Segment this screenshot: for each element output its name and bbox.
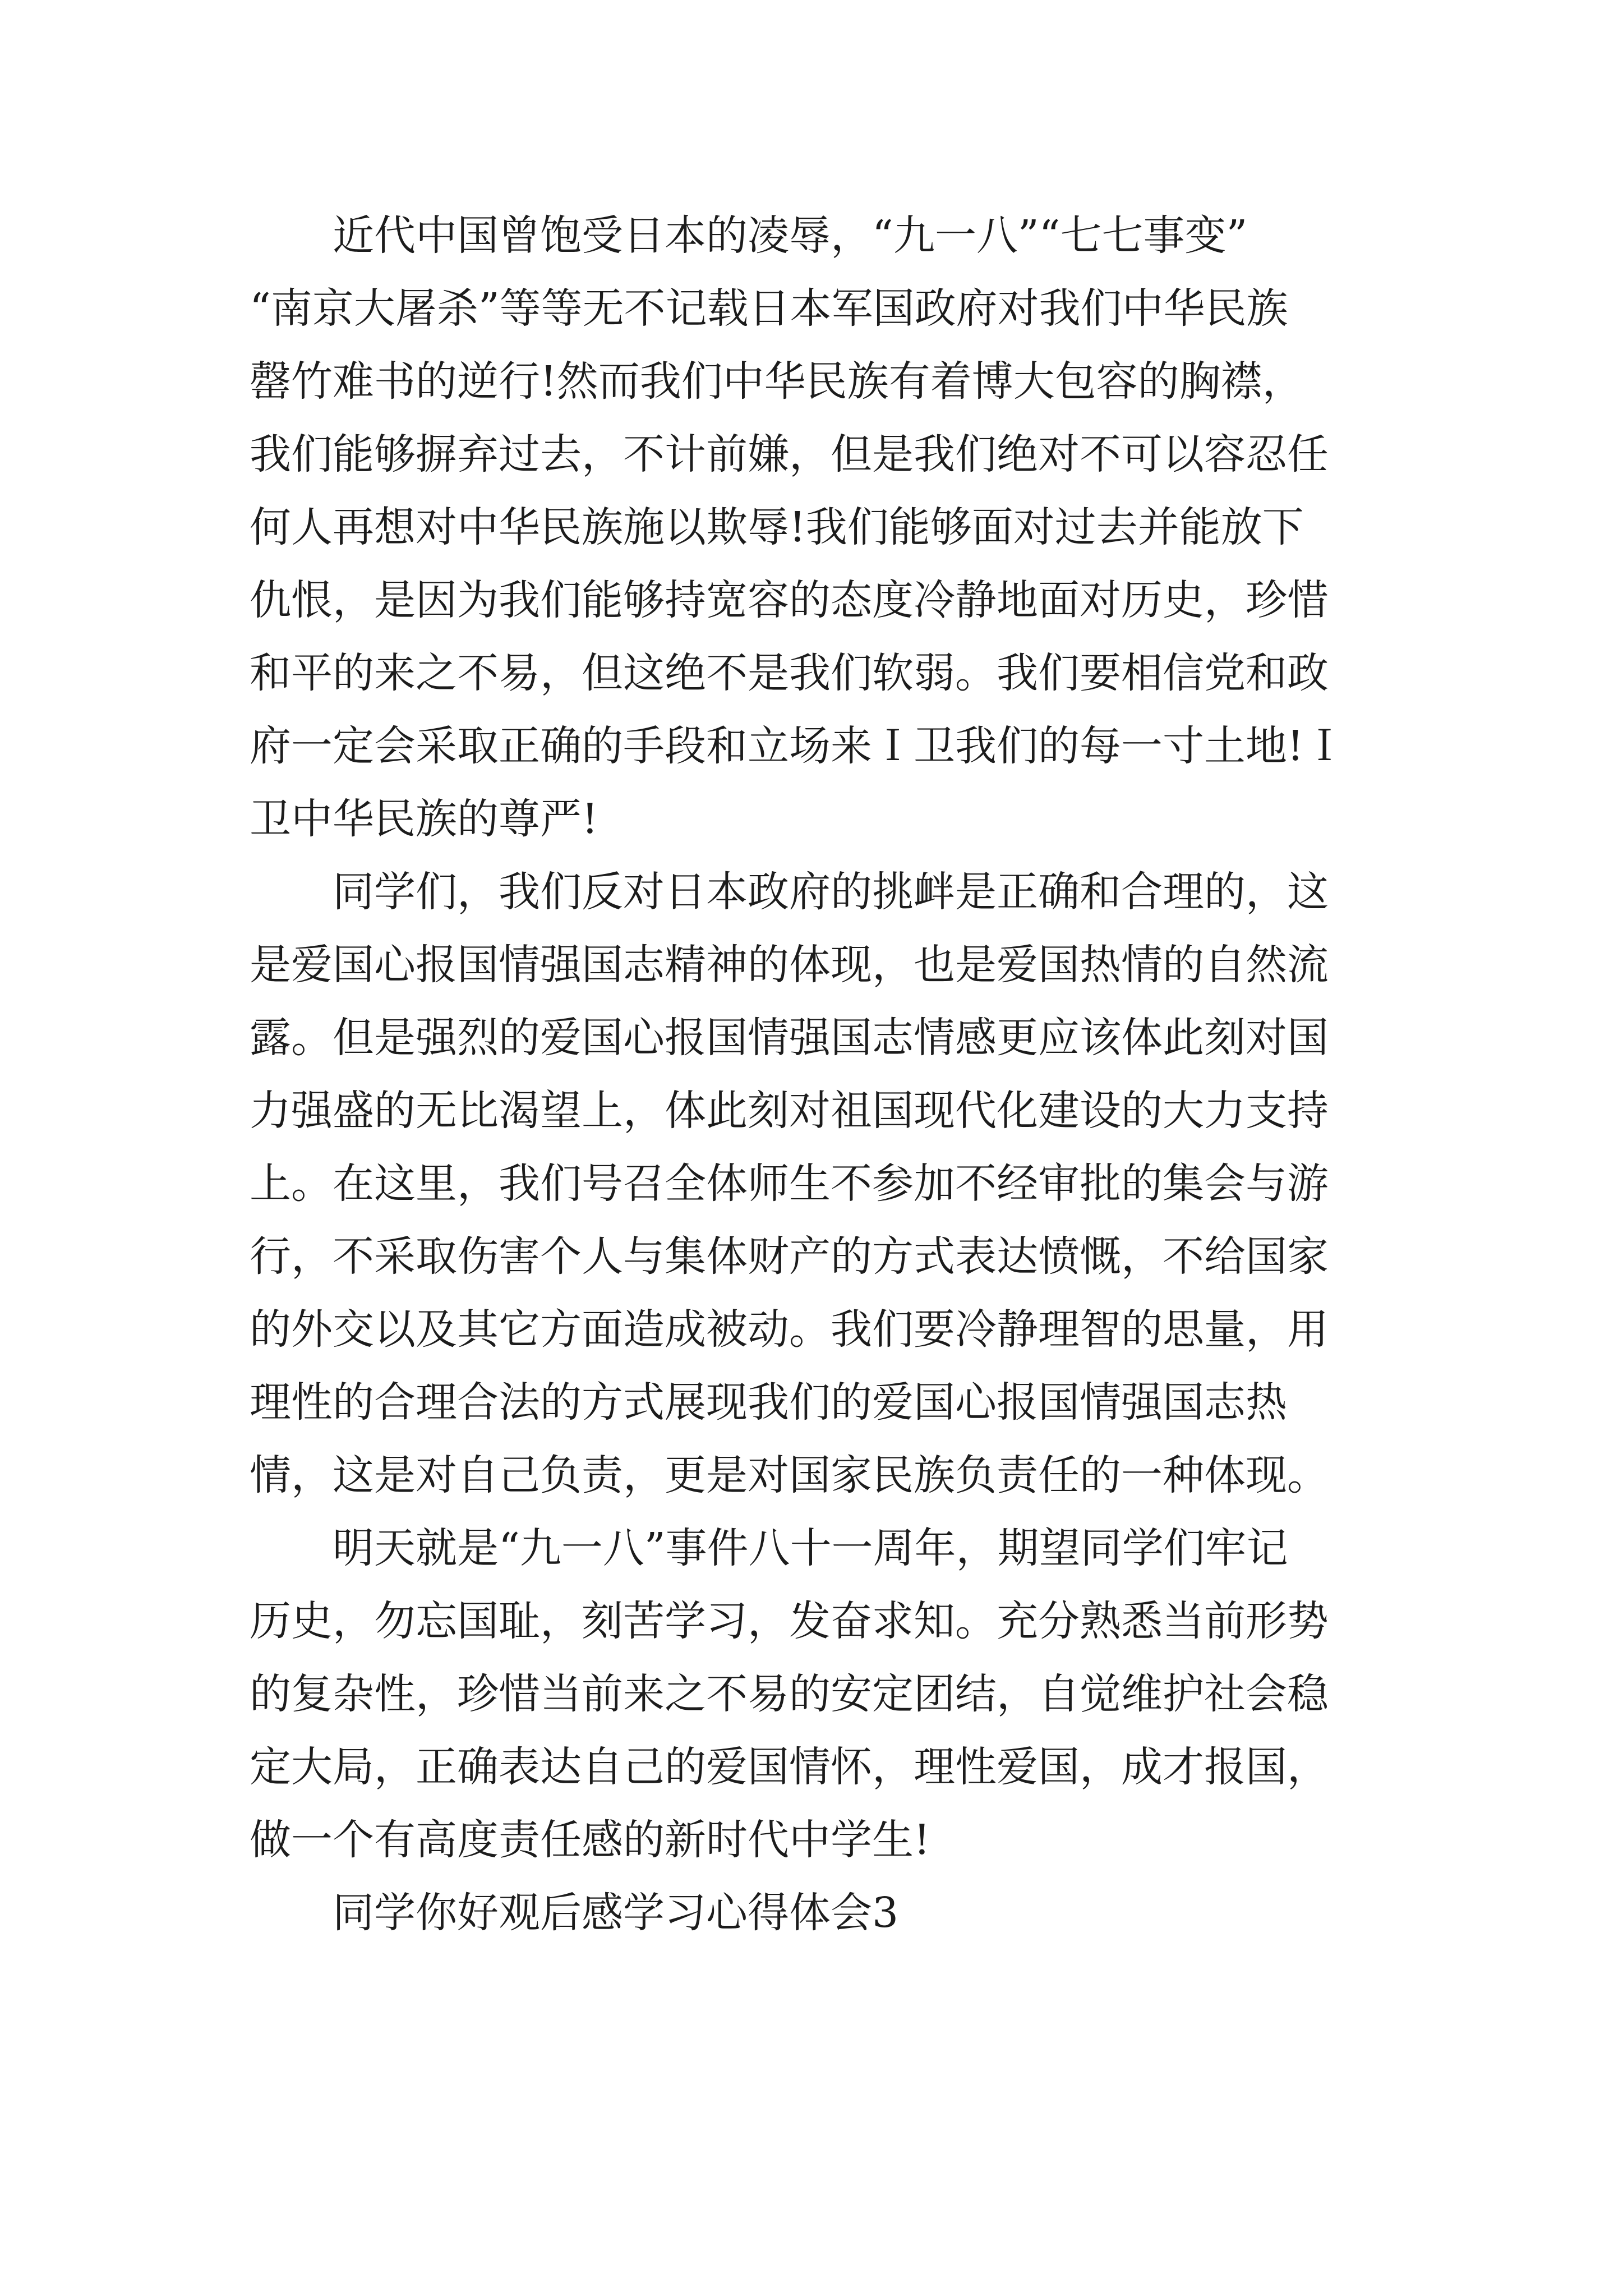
- text-line: 的外交以及其它方面造成被动。我们要冷静理智的思量，用: [250, 1305, 1329, 1354]
- text-line: 是爱国心报国情强国志精神的体现，也是爱国热情的自然流: [250, 941, 1329, 989]
- text-line: “南京大屠杀”等等无不记载日本军国政府对我们中华民族: [250, 284, 1288, 333]
- text-line: 何人再想对中华民族施以欺辱!我们能够面对过去并能放下: [250, 503, 1304, 551]
- text-line: 历史，勿忘国耻，刻苦学习，发奋求知。充分熟悉当前形势: [250, 1597, 1329, 1645]
- text-line: 露。但是强烈的爱国心报国情强国志情感更应该体此刻对国: [250, 1014, 1329, 1062]
- text-line: 明天就是“九一八”事件八十一周年，期望同学们牢记: [333, 1524, 1288, 1572]
- text-line: 情，这是对自己负责，更是对国家民族负责任的一种体现。: [250, 1451, 1329, 1499]
- text-line: 定大局，正确表达自己的爱国情怀，理性爱国，成才报国，: [250, 1743, 1329, 1791]
- text-line: 上。在这里，我们号召全体师生不参加不经审批的集会与游: [250, 1159, 1329, 1208]
- text-line: 理性的合理合法的方式展现我们的爱国心报国情强国志热: [250, 1378, 1287, 1427]
- text-line: 行，不采取伤害个人与集体财产的方式表达愤慨，不给国家: [250, 1232, 1329, 1281]
- text-line: 仇恨，是因为我们能够持宽容的态度冷静地面对历史，珍惜: [250, 576, 1329, 624]
- text-line: 的复杂性，珍惜当前来之不易的安定团结，自觉维护社会稳: [250, 1670, 1329, 1718]
- text-line: 我们能够摒弃过去，不计前嫌，但是我们绝对不可以容忍任: [250, 430, 1329, 478]
- text-line: 同学们，我们反对日本政府的挑衅是正确和合理的，这: [333, 868, 1329, 916]
- text-line: 罄竹难书的逆行!然而我们中华民族有着博大包容的胸襟，: [250, 357, 1304, 406]
- text-line: 和平的来之不易，但这绝不是我们软弱。我们要相信党和政: [250, 649, 1329, 697]
- document-body: [250, 199, 1377, 1949]
- text-line: 卫中华民族的尊严!: [250, 795, 598, 843]
- text-line: 力强盛的无比渴望上，体此刻对祖国现代化建设的大力支持: [250, 1087, 1329, 1135]
- text-line: 同学你好观后感学习心得体会3: [333, 1889, 899, 1937]
- text-line: 近代中国曾饱受日本的凌辱，“九一八”“七七事变”: [333, 211, 1248, 260]
- text-line: 做一个有高度责任感的新时代中学生!: [250, 1816, 930, 1864]
- text-line: 府一定会采取正确的手段和立场来Ｉ卫我们的每一寸土地!Ｉ: [250, 722, 1345, 770]
